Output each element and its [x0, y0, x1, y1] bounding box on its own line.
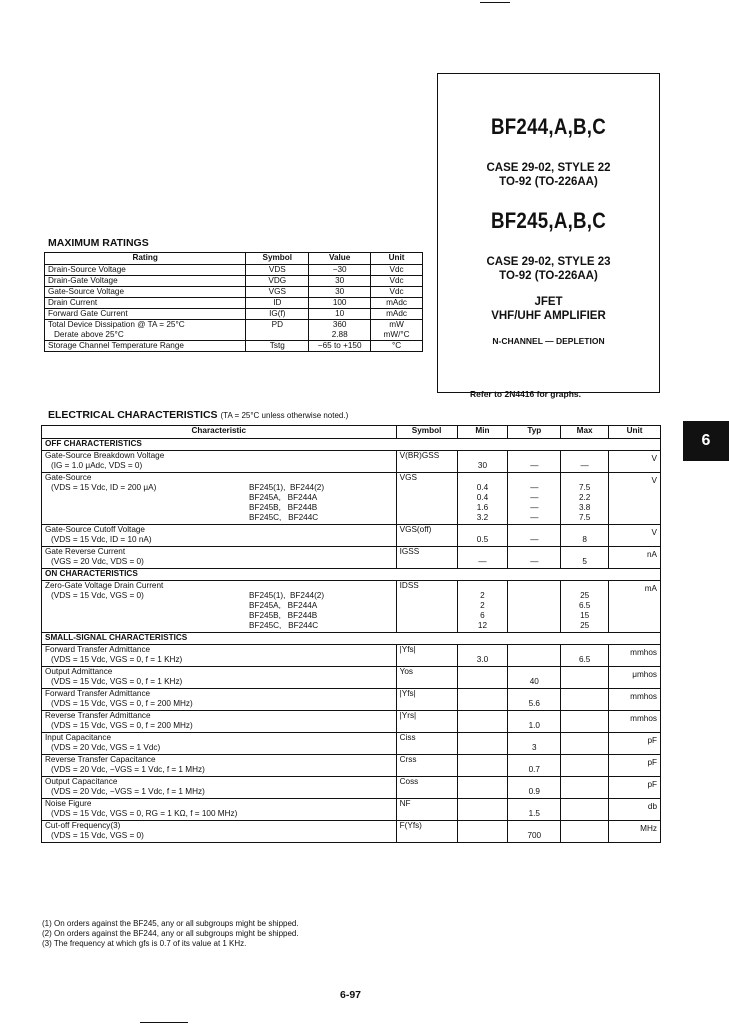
- electrical-characteristics-table: [41, 425, 661, 843]
- max-cell: [561, 799, 609, 821]
- typ-cell: 700: [508, 821, 561, 843]
- min-cell-line: 2: [480, 601, 485, 610]
- symbol-cell: VDS: [246, 265, 309, 276]
- symbol-cell: ID: [246, 298, 309, 309]
- value-cell: [309, 320, 371, 341]
- table-row: [42, 581, 661, 633]
- value-text: 100: [332, 298, 347, 307]
- max-cell: [561, 689, 609, 711]
- min-cell-line: 0.4: [476, 483, 489, 492]
- characteristic-name: Reverse Transfer Admittance: [45, 711, 151, 720]
- unit-text: mW: [389, 320, 404, 329]
- typ-cell: 5.6: [508, 689, 561, 711]
- test-condition: (VDS = 20 Vdc, −VGS = 1 Vdc, f = 1 MHz): [51, 787, 205, 796]
- max-cell-line: 25: [580, 591, 590, 600]
- value-cell: [309, 298, 371, 309]
- value-text: 360: [332, 320, 347, 329]
- rating-name-sub: Derate above 25°C: [54, 330, 124, 339]
- unit-cell: [371, 298, 423, 309]
- col-unit: Unit: [609, 426, 661, 439]
- table-row: [42, 667, 661, 689]
- title-box: [437, 73, 660, 393]
- table-row: [42, 473, 661, 525]
- part-number-bf245: BF245,A,B,C: [490, 208, 607, 233]
- test-condition: (VDS = 15 Vdc, VGS = 0, f = 1 KHz): [51, 655, 183, 664]
- max-cell-line: 3.8: [578, 503, 591, 512]
- min-cell: [457, 581, 508, 633]
- value-cell: [309, 287, 371, 298]
- symbol-cell: |Yfs|: [396, 645, 457, 667]
- rating-cell: [45, 309, 246, 320]
- max-cell: [561, 711, 609, 733]
- max-cell: [561, 667, 609, 689]
- max-cell: [561, 821, 609, 843]
- symbol-cell: Tstg: [246, 341, 309, 352]
- table-row: [42, 451, 661, 473]
- device-list: [249, 483, 324, 523]
- characteristic-cell: [42, 473, 397, 525]
- characteristic-name: Gate-Source Breakdown Voltage: [45, 451, 165, 460]
- rating-name: Drain-Gate Voltage: [48, 276, 118, 285]
- unit-cell: [371, 320, 423, 341]
- col-value: Value: [309, 253, 371, 265]
- max-cell: 5: [561, 547, 609, 569]
- typ-cell: [508, 581, 561, 633]
- on-characteristics-section-label: ON CHARACTERISTICS: [42, 569, 661, 581]
- table-row: [42, 799, 661, 821]
- typ-cell-line: —: [530, 493, 539, 502]
- min-cell: [457, 473, 508, 525]
- table-row: [45, 309, 423, 320]
- rating-name: Drain-Source Voltage: [48, 265, 126, 274]
- test-condition: (VDS = 15 Vdc, VGS = 0): [51, 591, 144, 600]
- max-ratings-heading: MAXIMUM RATINGS: [48, 237, 149, 249]
- unit-cell: nA: [609, 547, 661, 569]
- unit-text: Vdc: [389, 276, 404, 285]
- rating-cell: [45, 265, 246, 276]
- value-text: 10: [335, 309, 345, 318]
- test-condition: (VDS = 15 Vdc, ID = 200 μA): [51, 483, 157, 492]
- device-name: BF245B, BF244B: [249, 503, 318, 512]
- part-number-bf244: BF244,A,B,C: [490, 114, 607, 139]
- rating-cell: [45, 287, 246, 298]
- device-type: JFET: [534, 296, 563, 308]
- table-row: [42, 689, 661, 711]
- case-bf244-line1: CASE 29-02, STYLE 22: [486, 162, 611, 174]
- test-condition: (VDS = 15 Vdc, ID = 10 nA): [51, 535, 152, 544]
- min-cell: 30: [457, 451, 508, 473]
- characteristic-cell: [42, 645, 397, 667]
- max-cell: 8: [561, 525, 609, 547]
- unit-cell: μmhos: [609, 667, 661, 689]
- max-cell: 6.5: [561, 645, 609, 667]
- table-header-row: [45, 253, 423, 265]
- col-typ: Typ: [508, 426, 561, 439]
- rating-cell: [45, 276, 246, 287]
- unit-cell: pF: [609, 777, 661, 799]
- characteristic-cell: [42, 667, 397, 689]
- test-condition: (VDS = 15 Vdc, VGS = 0, RG = 1 KΩ, f = 100 MHz): [51, 809, 238, 818]
- graphs-reference: Refer to 2N4416 for graphs.: [470, 389, 582, 399]
- case-bf245-line1: CASE 29-02, STYLE 23: [486, 256, 611, 268]
- unit-cell: [371, 309, 423, 320]
- max-cell: [561, 473, 609, 525]
- typ-cell: [508, 473, 561, 525]
- unit-text-sub: mW/°C: [383, 330, 410, 339]
- min-cell-line: 0.4: [476, 493, 489, 502]
- typ-cell: 0.7: [508, 755, 561, 777]
- typ-cell: —: [508, 525, 561, 547]
- unit-cell: V: [609, 451, 661, 473]
- symbol-cell: Yos: [396, 667, 457, 689]
- characteristic-name: Cut-off Frequency(3): [45, 821, 121, 830]
- elec-heading: [48, 409, 348, 421]
- min-cell-line: 1.6: [476, 503, 489, 512]
- page-number: 6-97: [340, 989, 362, 1001]
- max-cell-line: 6.5: [578, 601, 591, 610]
- unit-cell: mmhos: [609, 711, 661, 733]
- device-list: [249, 591, 324, 631]
- max-ratings-table: [44, 252, 423, 352]
- characteristic-name: Output Capacitance: [45, 777, 118, 786]
- table-row: [45, 265, 423, 276]
- top-rule: [480, 2, 510, 3]
- symbol-cell: VGS: [246, 287, 309, 298]
- footnote-1: (1) On orders against the BF245, any or all subgroups might be shipped.: [42, 919, 299, 928]
- typ-cell: 1.5: [508, 799, 561, 821]
- characteristic-cell: [42, 733, 397, 755]
- min-cell: [457, 799, 508, 821]
- off-characteristics-section: [42, 439, 661, 451]
- symbol-cell: Ciss: [396, 733, 457, 755]
- min-cell: [457, 711, 508, 733]
- typ-cell: 3: [508, 733, 561, 755]
- table-row: [42, 733, 661, 755]
- test-condition: (VGS = 20 Vdc, VDS = 0): [51, 557, 144, 566]
- col-symbol: Symbol: [246, 253, 309, 265]
- max-cell-line: 25: [580, 621, 590, 630]
- characteristic-name: Gate-Source Cutoff Voltage: [45, 525, 145, 534]
- characteristic-name: Noise Figure: [45, 799, 92, 808]
- min-cell: [457, 777, 508, 799]
- max-cell-line: 2.2: [578, 493, 591, 502]
- unit-cell: mmhos: [609, 645, 661, 667]
- max-cell-line: 7.5: [578, 483, 591, 492]
- small-signal-characteristics-section: [42, 633, 661, 645]
- unit-cell: V: [609, 473, 661, 525]
- value-cell: [309, 341, 371, 352]
- unit-cell: [371, 265, 423, 276]
- max-cell-line: 15: [580, 611, 590, 620]
- unit-cell: mA: [609, 581, 661, 633]
- characteristic-name: Input Capacitance: [45, 733, 111, 742]
- unit-cell: pF: [609, 733, 661, 755]
- characteristic-name: Forward Transfer Admittance: [45, 689, 151, 698]
- min-cell-line: 6: [480, 611, 485, 620]
- characteristic-cell: [42, 821, 397, 843]
- min-cell: [457, 733, 508, 755]
- value-text: 30: [335, 287, 345, 296]
- max-cell: [561, 581, 609, 633]
- table-row: [45, 287, 423, 298]
- rating-name: Total Device Dissipation @ TA = 25°C: [48, 320, 185, 329]
- typ-cell: —: [508, 451, 561, 473]
- table-row: [42, 755, 661, 777]
- test-condition: (VDS = 15 Vdc, VGS = 0): [51, 831, 144, 840]
- characteristic-name: Output Admittance: [45, 667, 113, 676]
- table-row: [42, 645, 661, 667]
- value-text: −65 to +150: [317, 341, 362, 350]
- table-row: [42, 525, 661, 547]
- unit-text: mAdc: [386, 298, 407, 307]
- characteristic-cell: [42, 755, 397, 777]
- table-row: [45, 298, 423, 309]
- value-cell: [309, 265, 371, 276]
- characteristic-name: Zero-Gate Voltage Drain Current: [45, 581, 164, 590]
- table-row: [45, 320, 423, 341]
- elec-heading-note: (TA = 25°C unless otherwise noted.): [220, 411, 349, 420]
- on-characteristics-section: [42, 569, 661, 581]
- characteristic-cell: [42, 777, 397, 799]
- device-name: BF245(1), BF244(2): [249, 483, 325, 492]
- device-name: BF245C, BF244C: [249, 513, 319, 522]
- device-name: BF245A, BF244A: [249, 493, 318, 502]
- table-row: [42, 777, 661, 799]
- test-condition: (VDS = 20 Vdc, VGS = 1 Vdc): [51, 743, 161, 752]
- typ-cell: 40: [508, 667, 561, 689]
- characteristic-cell: [42, 451, 397, 473]
- rating-cell: [45, 298, 246, 309]
- value-cell: [309, 276, 371, 287]
- device-application: VHF/UHF AMPLIFIER: [491, 310, 606, 322]
- min-cell: 0.5: [457, 525, 508, 547]
- characteristic-name: Gate-Source: [45, 473, 92, 482]
- min-cell: [457, 821, 508, 843]
- col-max: Max: [561, 426, 609, 439]
- characteristic-name: Forward Transfer Admittance: [45, 645, 151, 654]
- symbol-cell: |Yfs|: [396, 689, 457, 711]
- value-text-sub: 2.88: [331, 330, 348, 339]
- max-cell: [561, 777, 609, 799]
- unit-text: Vdc: [389, 265, 404, 274]
- value-text: −30: [332, 265, 347, 274]
- min-cell: —: [457, 547, 508, 569]
- table-row: [45, 341, 423, 352]
- symbol-cell: IGSS: [396, 547, 457, 569]
- symbol-cell: VGS: [396, 473, 457, 525]
- device-name: BF245C, BF244C: [249, 621, 319, 630]
- value-text: 30: [335, 276, 345, 285]
- channel-mode: N-CHANNEL — DEPLETION: [492, 336, 605, 346]
- footnote-3: (3) The frequency at which gfs is 0.7 of its value at 1 KHz.: [42, 939, 247, 948]
- table-row: [42, 547, 661, 569]
- unit-cell: V: [609, 525, 661, 547]
- min-cell-line: 12: [477, 621, 488, 630]
- test-condition: (VDS = 15 Vdc, VGS = 0, f = 1 KHz): [51, 677, 183, 686]
- characteristic-cell: [42, 525, 397, 547]
- symbol-cell: Coss: [396, 777, 457, 799]
- typ-cell: —: [508, 547, 561, 569]
- max-cell: —: [561, 451, 609, 473]
- characteristic-name: Reverse Transfer Capacitance: [45, 755, 156, 764]
- symbol-cell: VGS(off): [396, 525, 457, 547]
- unit-text: Vdc: [389, 287, 404, 296]
- characteristic-cell: [42, 547, 397, 569]
- characteristic-name: Gate Reverse Current: [45, 547, 126, 556]
- characteristic-cell: [42, 711, 397, 733]
- device-name: BF245(1), BF244(2): [249, 591, 325, 600]
- typ-cell-line: —: [530, 483, 539, 492]
- characteristic-cell: [42, 689, 397, 711]
- value-cell: [309, 309, 371, 320]
- footnotes: [42, 919, 299, 949]
- case-bf244-line2: TO-92 (TO-226AA): [499, 176, 598, 188]
- device-name: BF245A, BF244A: [249, 601, 318, 610]
- max-cell: [561, 733, 609, 755]
- typ-cell-line: —: [530, 503, 539, 512]
- symbol-cell: PD: [246, 320, 309, 341]
- symbol-cell: |Yrs|: [396, 711, 457, 733]
- unit-text: mAdc: [386, 309, 407, 318]
- min-cell: [457, 667, 508, 689]
- footnote-2: (2) On orders against the BF244, any or all subgroups might be shipped.: [42, 929, 299, 938]
- test-condition: (IG = 1.0 μAdc, VDS = 0): [51, 461, 143, 470]
- min-cell-line: 2: [480, 591, 485, 600]
- symbol-cell: IG(f): [246, 309, 309, 320]
- typ-cell: [508, 645, 561, 667]
- max-cell: [561, 755, 609, 777]
- col-symbol: Symbol: [396, 426, 457, 439]
- unit-cell: MHz: [609, 821, 661, 843]
- characteristic-cell: [42, 581, 397, 633]
- col-min: Min: [457, 426, 508, 439]
- unit-cell: [371, 276, 423, 287]
- test-condition: (VDS = 20 Vdc, −VGS = 1 Vdc, f = 1 MHz): [51, 765, 205, 774]
- typ-cell-line: —: [530, 513, 539, 522]
- case-bf245-line2: TO-92 (TO-226AA): [499, 270, 598, 282]
- unit-text: °C: [391, 341, 402, 350]
- test-condition: (VDS = 15 Vdc, VGS = 0, f = 200 MHz): [51, 721, 193, 730]
- min-cell: [457, 689, 508, 711]
- max-cell-line: 7.5: [578, 513, 591, 522]
- col-characteristic: Characteristic: [42, 426, 397, 439]
- unit-cell: pF: [609, 755, 661, 777]
- table-row: [42, 711, 661, 733]
- unit-cell: [371, 287, 423, 298]
- col-unit: Unit: [371, 253, 423, 265]
- unit-cell: mmhos: [609, 689, 661, 711]
- bottom-rule: [140, 1022, 188, 1023]
- min-cell: 3.0: [457, 645, 508, 667]
- characteristic-cell: [42, 799, 397, 821]
- symbol-cell: Crss: [396, 755, 457, 777]
- device-name: BF245B, BF244B: [249, 611, 318, 620]
- symbol-cell: V(BR)GSS: [396, 451, 457, 473]
- table-row: [42, 821, 661, 843]
- symbol-cell: NF: [396, 799, 457, 821]
- section-tab: 6: [683, 421, 729, 461]
- symbol-cell: F(Yfs): [396, 821, 457, 843]
- col-rating: Rating: [45, 253, 246, 265]
- rating-cell: [45, 320, 246, 341]
- min-cell: [457, 755, 508, 777]
- rating-name: Forward Gate Current: [48, 309, 128, 318]
- typ-cell: 0.9: [508, 777, 561, 799]
- unit-cell: [371, 341, 423, 352]
- symbol-cell: IDSS: [396, 581, 457, 633]
- symbol-cell: VDG: [246, 276, 309, 287]
- elec-heading-title: ELECTRICAL CHARACTERISTICS: [48, 409, 218, 421]
- off-characteristics-section-label: OFF CHARACTERISTICS: [42, 439, 661, 451]
- table-row: [45, 276, 423, 287]
- rating-cell: [45, 341, 246, 352]
- table-header-row: [42, 426, 661, 439]
- test-condition: (VDS = 15 Vdc, VGS = 0, f = 200 MHz): [51, 699, 193, 708]
- rating-name: Gate-Source Voltage: [48, 287, 125, 296]
- typ-cell: 1.0: [508, 711, 561, 733]
- min-cell-line: 3.2: [476, 513, 489, 522]
- rating-name: Storage Channel Temperature Range: [48, 341, 184, 350]
- rating-name: Drain Current: [48, 298, 98, 307]
- unit-cell: db: [609, 799, 661, 821]
- small-signal-characteristics-section-label: SMALL-SIGNAL CHARACTERISTICS: [42, 633, 661, 645]
